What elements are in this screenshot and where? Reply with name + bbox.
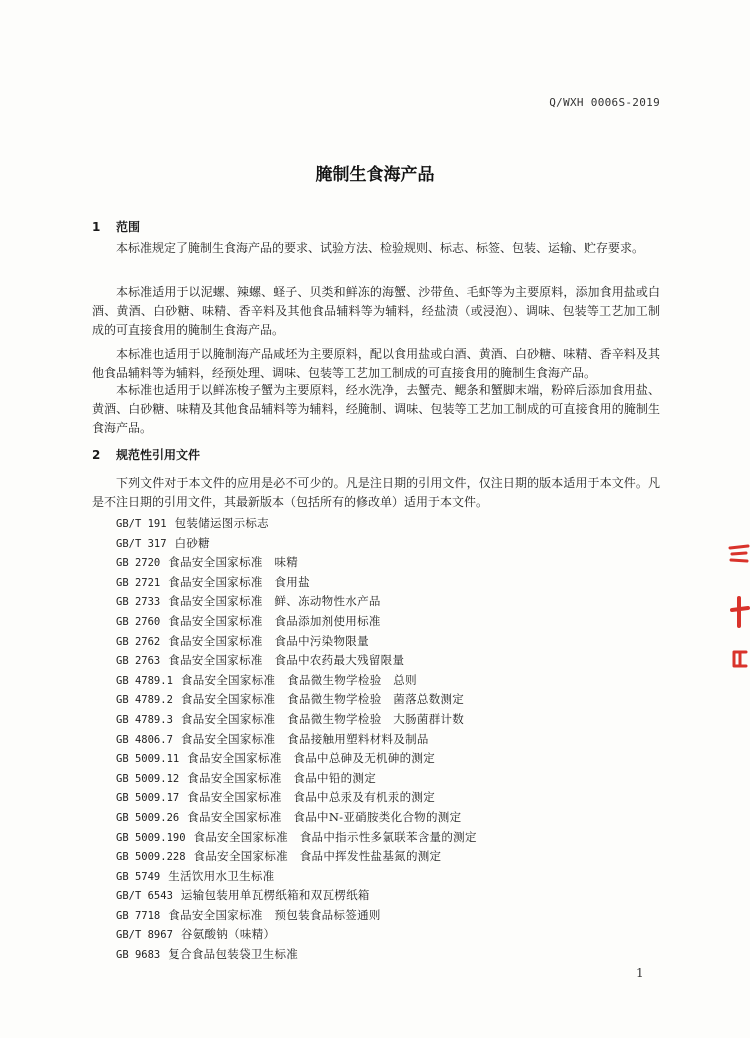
reference-code: GB 4806.7 — [116, 733, 173, 746]
reference-item — [116, 671, 477, 691]
reference-item — [116, 828, 477, 848]
reference-code: GB/T 6543 — [116, 890, 173, 903]
reference-code: GB 5009.12 — [116, 772, 180, 785]
section-2-paragraph-1: 下列文件对于本文件的应用是必不可少的。凡是注日期的引用文件，仅注日期的版本适用于本文件。凡是不注日期的引用文件，其最新版本（包括所有的修改单）适用于本文件。 — [92, 476, 660, 509]
reference-code: GB 5009.11 — [116, 753, 180, 766]
reference-code: GB 2760 — [116, 615, 161, 628]
reference-code: GB 5009.26 — [116, 811, 180, 824]
reference-title: 食品安全国家标准 食品接触用塑料材料及制品 — [180, 731, 429, 746]
reference-code: GB 4789.2 — [116, 694, 173, 707]
reference-item — [116, 514, 477, 534]
document-title: 腌制生食海产品 — [315, 165, 435, 185]
section-1-paragraph-4: 本标准也适用于以鲜冻梭子蟹为主要原料，经水洗净，去蟹壳、鳃条和蟹脚末端，粉碎后添加食用盐、黄酒、白砂糖、味精及其他食品辅料等为辅料，经腌制、调味、包装等工艺加工制成的可直接食用的腌制生食海产品。 — [92, 383, 660, 435]
reference-code: GB/T 8967 — [116, 929, 173, 942]
red-seal-stamp — [728, 540, 750, 670]
page-number: 1 — [636, 966, 644, 980]
reference-title: 食品安全国家标准 食品中N-亚硝胺类化合物的测定 — [187, 809, 462, 824]
reference-item — [116, 886, 477, 906]
reference-code: GB 5009.228 — [116, 851, 186, 864]
reference-item — [116, 612, 477, 632]
reference-code: GB 2720 — [116, 557, 161, 570]
reference-code: GB 2733 — [116, 596, 161, 609]
reference-item — [116, 945, 477, 965]
reference-title: 食品安全国家标准 食品中铅的测定 — [187, 770, 377, 785]
reference-item — [116, 690, 477, 710]
reference-title: 谷氨酸钠（味精） — [180, 927, 276, 942]
reference-item — [116, 592, 477, 612]
reference-item — [116, 632, 477, 652]
section-1-title: 范围 — [116, 220, 141, 234]
reference-item — [116, 534, 477, 554]
reference-item — [116, 553, 477, 573]
reference-item — [116, 769, 477, 789]
reference-title: 食品安全国家标准 食用盐 — [168, 574, 310, 589]
reference-item — [116, 906, 477, 926]
reference-title: 食品安全国家标准 食品中污染物限量 — [168, 633, 369, 648]
reference-title: 食品安全国家标准 食品中指示性多氯联苯含量的测定 — [193, 829, 477, 844]
reference-code: GB 4789.3 — [116, 713, 173, 726]
reference-code: GB 2763 — [116, 655, 161, 668]
reference-title: 白砂糖 — [174, 535, 210, 550]
reference-title: 食品安全国家标准 食品中总砷及无机砷的测定 — [187, 751, 436, 766]
reference-code: GB 4789.1 — [116, 674, 173, 687]
reference-title: 食品安全国家标准 食品中总汞及有机汞的测定 — [187, 790, 436, 805]
reference-title: 食品安全国家标准 鲜、冻动物性水产品 — [168, 594, 381, 609]
reference-title: 食品安全国家标准 食品中挥发性盐基氮的测定 — [193, 849, 442, 864]
standard-code: Q/WXH 0006S-2019 — [549, 96, 660, 109]
reference-title: 食品安全国家标准 食品添加剂使用标准 — [168, 613, 381, 628]
reference-code: GB 5009.17 — [116, 792, 180, 805]
section-1-paragraph-1: 本标准规定了腌制生食海产品的要求、试验方法、检验规则、标志、标签、包装、运输、贮存要求。 — [116, 241, 645, 255]
section-2-heading — [92, 446, 200, 463]
reference-item — [116, 925, 477, 945]
reference-item — [116, 749, 477, 769]
section-2-title: 规范性引用文件 — [116, 448, 201, 462]
reference-title: 复合食品包装袋卫生标准 — [168, 947, 299, 962]
reference-code: GB 5749 — [116, 870, 161, 883]
reference-title: 食品安全国家标准 食品微生物学检验 总则 — [180, 672, 417, 687]
section-1-number: 1 — [92, 220, 101, 234]
reference-item — [116, 710, 477, 730]
reference-item — [116, 573, 477, 593]
reference-list — [116, 514, 477, 965]
reference-code: GB 9683 — [116, 949, 161, 962]
reference-item — [116, 651, 477, 671]
reference-title: 包装储运图示标志 — [174, 516, 269, 530]
reference-title: 生活饮用水卫生标准 — [168, 868, 275, 883]
section-1-paragraph-3: 本标准也适用于以腌制海产品咸坯为主要原料，配以食用盐或白酒、黄酒、白砂糖、味精、香辛料及其他食品辅料等为辅料，经预处理、调味、包装等工艺加工制成的可直接食用的腌制生食海产品。 — [92, 347, 660, 380]
reference-title: 运输包装用单瓦楞纸箱和双瓦楞纸箱 — [180, 888, 370, 903]
reference-title: 食品安全国家标准 食品微生物学检验 大肠菌群计数 — [180, 711, 465, 726]
reference-code: GB/T 191 — [116, 518, 167, 530]
reference-title: 食品安全国家标准 预包装食品标签通则 — [168, 907, 381, 922]
reference-item — [116, 730, 477, 750]
section-2-number: 2 — [92, 448, 101, 462]
reference-code: GB 5009.190 — [116, 831, 186, 844]
reference-item — [116, 808, 477, 828]
section-1-heading — [92, 218, 140, 235]
reference-title: 食品安全国家标准 食品中农药最大残留限量 — [168, 653, 405, 668]
reference-title: 食品安全国家标准 味精 — [168, 555, 299, 570]
reference-code: GB/T 317 — [116, 537, 167, 550]
reference-item — [116, 867, 477, 887]
reference-code: GB 7718 — [116, 909, 161, 922]
reference-item — [116, 788, 477, 808]
section-1-paragraph-2: 本标准适用于以泥螺、辣螺、蛏子、贝类和鲜冻的海蟹、沙带鱼、毛虾等为主要原料，添加食用盐或白酒、黄酒、白砂糖、味精、香辛料及其他食品辅料等为辅料，经盐渍（或浸泡）、调味、包装等工艺加工制成的可直接食用的腌制生食海产品。 — [92, 285, 660, 337]
reference-code: GB 2721 — [116, 576, 161, 589]
reference-title: 食品安全国家标准 食品微生物学检验 菌落总数测定 — [180, 692, 465, 707]
reference-code: GB 2762 — [116, 635, 161, 648]
reference-item — [116, 847, 477, 867]
